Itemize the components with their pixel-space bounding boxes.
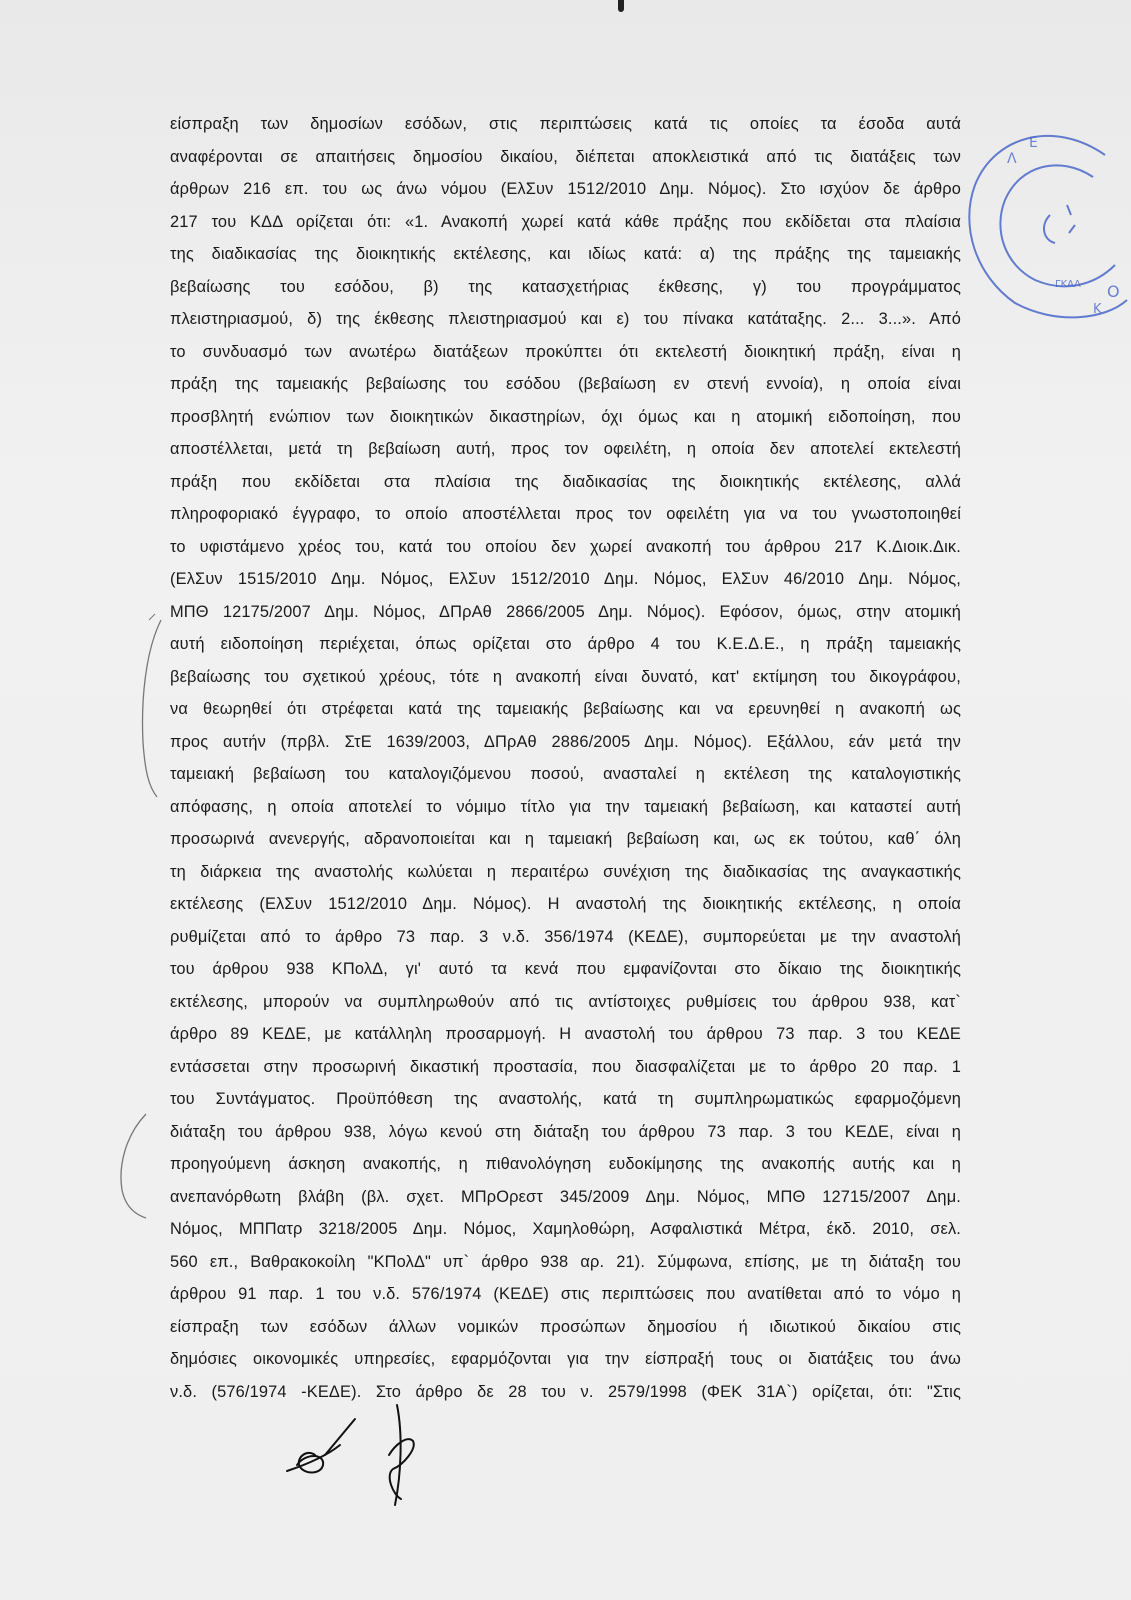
body-text-line: πλειστηριασμού, δ) της έκθεσης πλειστηριασμού και ε) του πίνακα κατάταξης. 2... 3...». Από: [170, 310, 961, 328]
body-text-line: άρθρου 91 παρ. 1 του ν.δ. 576/1974 (ΚΕΔΕ) στις περιπτώσεις που ανατίθεται από το νόμο η: [170, 1285, 961, 1303]
body-text-line: είσπραξη των εσόδων άλλων νομικών προσώπων δημοσίου ή ιδιωτικού δικαίου στις: [170, 1317, 961, 1336]
margin-bracket-mark-2: [112, 1110, 152, 1220]
body-text-line: πράξη της ταμειακής βεβαίωσης του εσόδου (βεβαίωση εν στενή εννοία), η οποία είναι: [170, 375, 961, 393]
body-text-line: (ΕλΣυν 1515/2010 Δημ. Νόμος, ΕλΣυν 1512/2010 Δημ. Νόμος, ΕλΣυν 46/2010 Δημ. Νόμος,: [170, 570, 961, 588]
body-text-line: βεβαίωσης του σχετικού χρέους, τότε η ανακοπή είναι δυνατό, κατ' εκτίμηση του δικογράφου,: [170, 667, 961, 686]
scan-mark: [618, 0, 624, 12]
body-text-line: 217 του ΚΔΔ ορίζεται ότι: «1. Ανακοπή χωρεί κατά κάθε πράξης που εκδίδεται στα πλαίσια: [170, 212, 961, 231]
body-text-line: του Συντάγματος. Προϋπόθεση της αναστολής, κατά τη συμπληρωματικώς εφαρμοζόμενη: [170, 1090, 961, 1108]
body-text-line: του άρθρου 938 ΚΠολΔ, γι' αυτό τα κενά που εμφανίζονται στο δίκαιο της διοικητικής: [170, 960, 961, 978]
body-text-line: εντάσσεται στην προσωρινή δικαστική προστασία, που διασφαλίζεται με το άρθρο 20 παρ. 1: [170, 1057, 961, 1076]
svg-text:ΓΚΑΛ: ΓΚΑΛ: [1055, 279, 1081, 290]
body-text-line: άρθρο 89 ΚΕΔΕ, με κατάλληλη προσαρμογή. Η αναστολή του άρθρου 73 παρ. 3 του ΚΕΔΕ: [170, 1025, 961, 1043]
body-text-line: ρυθμίζεται από το άρθρο 73 παρ. 3 ν.δ. 356/1974 (ΚΕΔΕ), συμπορεύεται με την αναστολή: [170, 927, 961, 946]
body-text-line: αποστέλλεται, μετά τη βεβαίωση αυτή, προς τον οφειλέτη, η οποία δεν αποτελεί εκτελεστή: [170, 440, 961, 458]
body-text-line: πληροφοριακό έγγραφο, το οποίο αποστέλλεται προς τον οφειλέτη για να του γνωστοποιηθεί: [170, 505, 961, 523]
body-text-line: αυτή ειδοποίηση περιέχεται, όπως ορίζεται στο άρθρο 4 του Κ.Ε.Δ.Ε., η πράξη ταμειακής: [170, 635, 961, 653]
body-text-line: ν.δ. (576/1974 -ΚΕΔΕ). Στο άρθρο δε 28 του ν. 2579/1998 (ΦΕΚ 31Α`) ορίζεται, ότι: "Στις: [170, 1382, 961, 1401]
svg-text:Κ: Κ: [1093, 302, 1102, 317]
body-text-line: ανεπανόρθωτη βλάβη (βλ. σχετ. ΜΠρΟρεστ 345/2009 Δημ. Νόμος, ΜΠΘ 12715/2007 Δημ.: [170, 1187, 961, 1206]
svg-text:Ε: Ε: [1029, 135, 1038, 151]
body-text-line: εκτέλεσης, μπορούν να συμπληρωθούν από τις αντίστοιχες ρυθμίσεις του άρθρου 938, κατ`: [170, 992, 961, 1011]
body-text-line: 560 επ., Βαθρακοκοίλη "ΚΠολΔ" υπ` άρθρο 938 αρ. 21). Σύμφωνα, επίσης, με τη διάταξη του: [170, 1252, 961, 1271]
official-stamp: [955, 125, 1130, 330]
body-text-line: διάταξη του άρθρου 938, λόγω κενού στη διάταξη του άρθρου 73 παρ. 3 του ΚΕΔΕ, είναι η: [170, 1122, 961, 1141]
body-text-line: απόφασης, η οποία αποτελεί το νόμιμο τίτλο για την ταμειακή βεβαίωση, και καταστεί αυτή: [170, 797, 961, 816]
body-text-line: το συνδυασμό των ανωτέρω διατάξεων προκύπτει ότι εκτελεστή διοικητική πράξη, είναι η: [170, 342, 961, 361]
body-text-line: δημόσιες οικονομικές υπηρεσίες, εφαρμόζονται για την είσπραξή τους οι διατάξεις του άνω: [170, 1350, 961, 1368]
body-text-line: της διαδικασίας της διοικητικής εκτέλεσης, και ιδίως κατά: α) της πράξης της ταμειακής: [170, 245, 961, 263]
body-text-line: εκτέλεσης (ΕλΣυν 1512/2010 Δημ. Νόμος). Η αναστολή της διοικητικής εκτέλεσης, η οποία: [170, 895, 961, 913]
body-text-line: προηγούμενη άσκηση ανακοπής, η πιθανολόγηση ευδοκίμησης της ανακοπής αυτής και η: [170, 1155, 961, 1173]
body-text-line: άρθρων 216 επ. του ως άνω νόμου (ΕλΣυν 1512/2010 Δημ. Νόμος). Στο ισχύον δε άρθρο: [170, 180, 961, 198]
body-text-line: βεβαίωσης του εσόδου, β) της κατασχετήριας έκθεσης, γ) του προγράμματος: [170, 277, 961, 296]
body-text-line: πράξη που εκδίδεται στα πλαίσια της διαδικασίας της διοικητικής εκτέλεσης, αλλά: [170, 472, 961, 491]
body-text-line: Νόμος, ΜΠΠατρ 3218/2005 Δημ. Νόμος, Χαμηλοθώρη, Ασφαλιστικά Μέτρα, έκδ. 2010, σελ.: [170, 1220, 961, 1238]
margin-bracket-mark: [135, 612, 165, 802]
body-text-line: ΜΠΘ 12175/2007 Δημ. Νόμος, ΔΠρΑθ 2866/2005 Δημ. Νόμος). Εφόσον, όμως, στην ατομική: [170, 602, 961, 621]
body-text-line: τη διάρκεια της αναστολής κωλύεται η περαιτέρω συνέχιση της διαδικασίας της αναγκαστικής: [170, 862, 961, 881]
body-text-line: προς αυτήν (πρβλ. ΣτΕ 1639/2003, ΔΠρΑθ 2886/2005 Δημ. Νόμος). Εξάλλου, εάν μετά την: [170, 732, 961, 751]
handwritten-initials: [285, 1395, 435, 1515]
svg-text:Ο: Ο: [1107, 282, 1120, 301]
body-text-line: να θεωρηθεί ότι στρέφεται κατά της ταμειακής βεβαίωσης και να ερευνηθεί η ανακοπή ως: [170, 700, 961, 718]
body-text-line: είσπραξη των δημοσίων εσόδων, στις περιπτώσεις κατά τις οποίες τα έσοδα αυτά: [170, 115, 961, 133]
body-text: [170, 108, 961, 1408]
body-text-line: προσωρινά ανενεργής, αδρανοποιείται και η ταμειακή βεβαίωση και, ως εκ τούτου, καθ΄ όλη: [170, 830, 961, 848]
svg-text:Λ: Λ: [1007, 151, 1017, 167]
body-text-line: προσβλητή ενώπιον των διοικητικών δικαστηρίων, όχι όμως και η ατομική ειδοποίηση, που: [170, 407, 961, 426]
body-text-line: αναφέρονται σε απαιτήσεις δημοσίου δικαίου, διέπεται αποκλειστικά από τις διατάξεις των: [170, 147, 961, 166]
body-text-line: ταμειακή βεβαίωση του καταλογιζόμενου ποσού, ανασταλεί η εκτέλεση της καταλογιστικής: [170, 765, 961, 783]
body-text-line: το υφιστάμενο χρέος του, κατά του οποίου δεν χωρεί ανακοπή του άρθρου 217 Κ.Διοικ.Δικ.: [170, 537, 961, 556]
